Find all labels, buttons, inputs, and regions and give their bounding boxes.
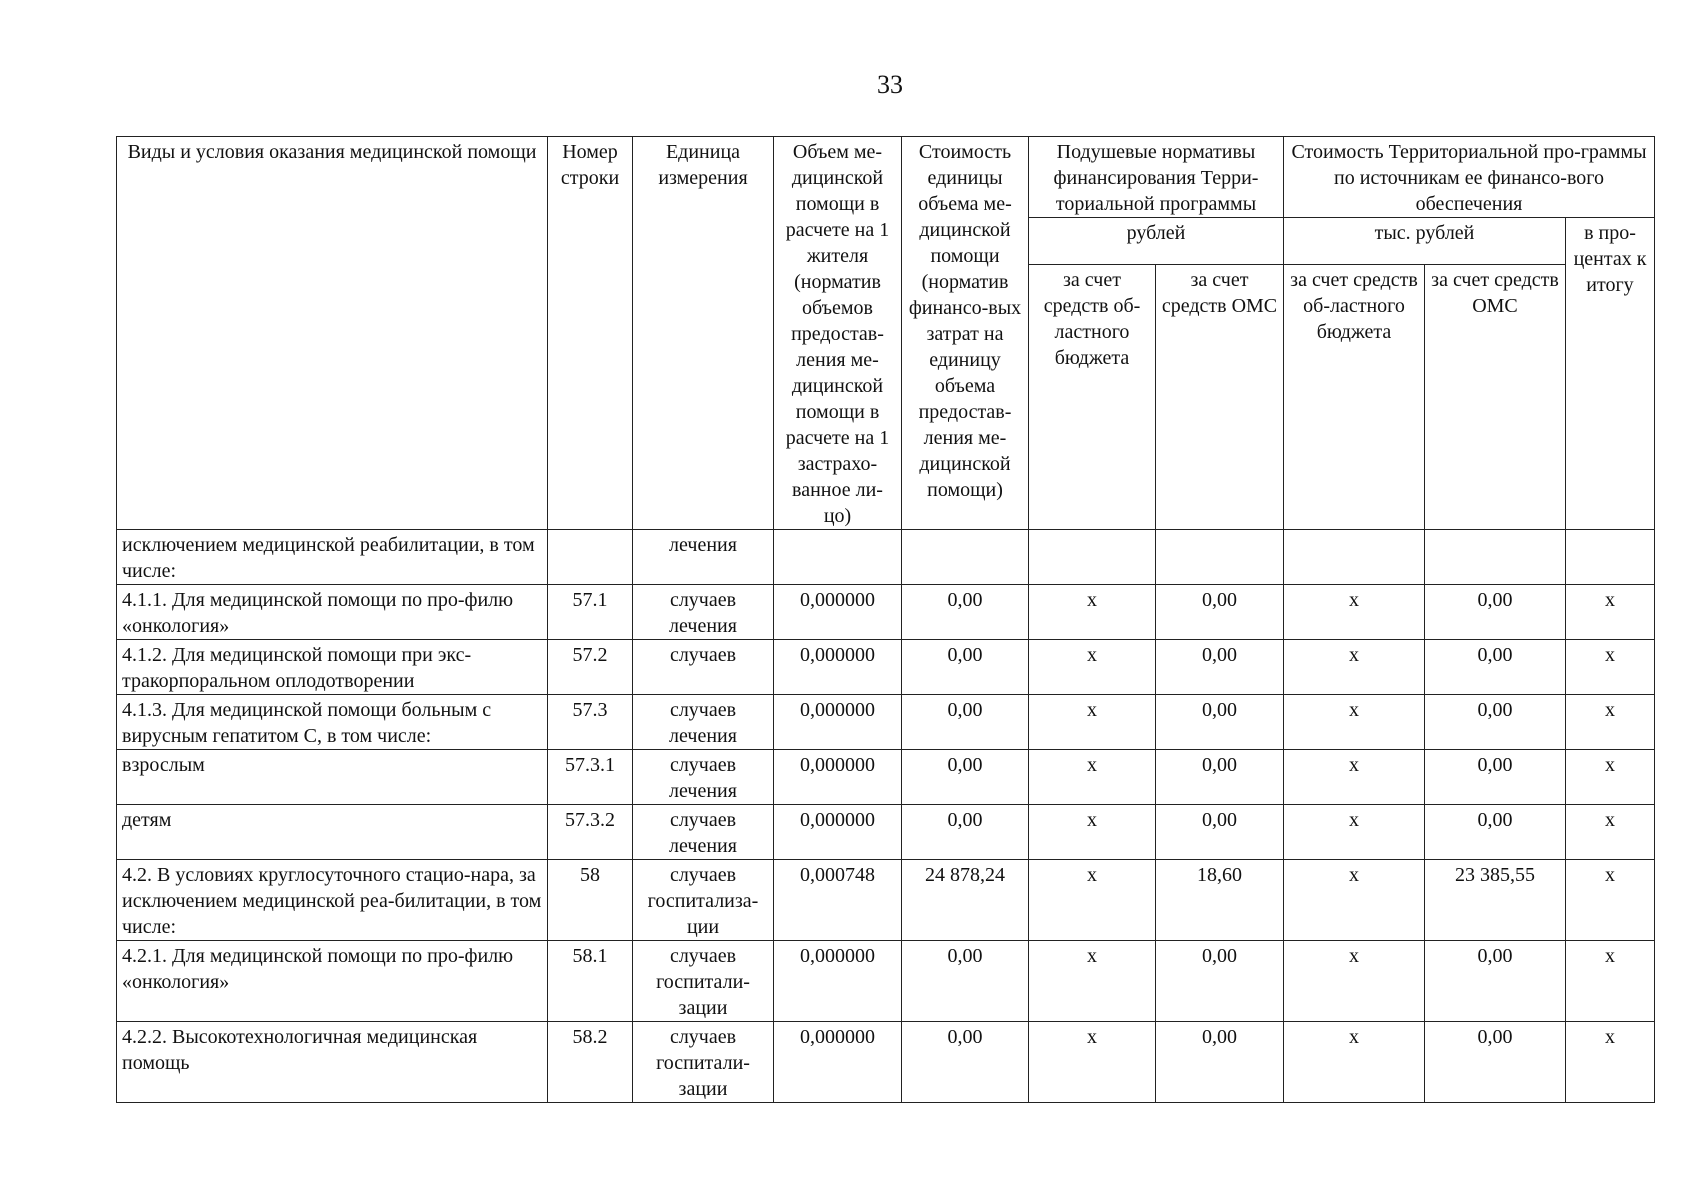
row-number: 58.2 [548,1022,633,1103]
table-row [117,585,1655,640]
table-row [117,805,1655,860]
table-header [117,137,1655,530]
row-pc-oms: 0,00 [1156,640,1284,695]
header-per-capita-group: Подушевые нормативы финансирования Терри-ториальной программы [1029,137,1284,218]
row-tc-oms: 0,00 [1425,585,1566,640]
row-cost: 0,00 [902,585,1029,640]
row-pc-oms: 0,00 [1156,1022,1284,1103]
row-percent [1566,530,1655,585]
row-tc-regional-budget: х [1284,860,1425,941]
page-number: 33 [877,70,903,99]
row-pc-regional-budget: х [1029,941,1156,1022]
row-cost: 0,00 [902,1022,1029,1103]
row-volume: 0,000000 [774,585,902,640]
table-row [117,750,1655,805]
row-tc-regional-budget: х [1284,640,1425,695]
row-volume: 0,000000 [774,941,902,1022]
row-cost: 0,00 [902,695,1029,750]
table-row [117,941,1655,1022]
row-pc-oms: 0,00 [1156,750,1284,805]
row-tc-regional-budget: х [1284,695,1425,750]
row-tc-oms: 0,00 [1425,750,1566,805]
row-pc-oms: 0,00 [1156,941,1284,1022]
row-tc-regional-budget: х [1284,941,1425,1022]
header-cost: Стоимость единицы объема ме-дицинской помощи (норматив финансо-вых затрат на единицу объема предостав-ления ме-дицинской помощи) [902,137,1029,530]
row-kind: 4.2.2. Высокотехнологичная медицинская помощь [117,1022,548,1103]
table-row [117,640,1655,695]
row-kind: 4.2. В условиях круглосуточного стацио-нара, за исключением медицинской реа-билитации, в том числе: [117,860,548,941]
row-percent: х [1566,750,1655,805]
row-percent: х [1566,640,1655,695]
header-tc-oms: за счет средств ОМС [1425,265,1566,530]
row-pc-oms [1156,530,1284,585]
row-tc-oms: 23 385,55 [1425,860,1566,941]
header-row-number: Номер строки [548,137,633,530]
row-number [548,530,633,585]
row-number: 57.3.2 [548,805,633,860]
row-percent: х [1566,695,1655,750]
row-pc-regional-budget: х [1029,695,1156,750]
header-unit-rubles: рублей [1029,218,1284,265]
row-unit: случаев госпитали-зации [633,1022,774,1103]
row-pc-oms: 18,60 [1156,860,1284,941]
row-kind: детям [117,805,548,860]
header-pc-oms: за счет средств ОМС [1156,265,1284,530]
row-volume: 0,000000 [774,805,902,860]
row-tc-oms: 0,00 [1425,695,1566,750]
row-pc-oms: 0,00 [1156,585,1284,640]
row-unit: случаев [633,640,774,695]
row-volume: 0,000000 [774,750,902,805]
row-pc-regional-budget: х [1029,1022,1156,1103]
row-percent: х [1566,805,1655,860]
row-tc-oms: 0,00 [1425,1022,1566,1103]
row-percent: х [1566,1022,1655,1103]
row-number: 57.3.1 [548,750,633,805]
row-pc-regional-budget: х [1029,805,1156,860]
table-row [117,695,1655,750]
table-row [117,1022,1655,1103]
row-number: 58.1 [548,941,633,1022]
table-row [117,860,1655,941]
row-cost: 0,00 [902,941,1029,1022]
row-tc-regional-budget: х [1284,1022,1425,1103]
row-pc-oms: 0,00 [1156,805,1284,860]
row-number: 57.3 [548,695,633,750]
row-unit: случаев госпитализа-ции [633,860,774,941]
header-pc-regional-budget: за счет средств об-ластного бюджета [1029,265,1156,530]
row-tc-regional-budget: х [1284,585,1425,640]
row-cost: 0,00 [902,640,1029,695]
row-volume [774,530,902,585]
row-unit: случаев лечения [633,750,774,805]
header-program-cost-group: Стоимость Территориальной про-граммы по источникам ее финансо-вого обеспечения [1284,137,1655,218]
row-tc-regional-budget: х [1284,805,1425,860]
row-volume: 0,000000 [774,640,902,695]
row-tc-oms: 0,00 [1425,640,1566,695]
table-body [117,530,1655,1103]
header-percent: в про-центах к итогу [1566,218,1655,530]
row-tc-regional-budget [1284,530,1425,585]
row-percent: х [1566,585,1655,640]
table-row [117,530,1655,585]
row-percent: х [1566,941,1655,1022]
header-volume: Объем ме-дицинской помощи в расчете на 1 жителя (норматив объемов предостав-ления ме-дицинской помощи в расчете на 1 застрахо-ванное ли-цо) [774,137,902,530]
row-kind: исключением медицинской реабилитации, в том числе: [117,530,548,585]
row-unit: случаев госпитали-зации [633,941,774,1022]
financing-table [116,136,1655,1103]
row-tc-oms: 0,00 [1425,805,1566,860]
row-kind: 4.1.3. Для медицинской помощи больным с вирусным гепатитом С, в том числе: [117,695,548,750]
row-volume: 0,000748 [774,860,902,941]
row-kind: 4.2.1. Для медицинской помощи по про-филю «онкология» [117,941,548,1022]
row-unit: случаев лечения [633,805,774,860]
row-number: 57.1 [548,585,633,640]
row-kind: 4.1.1. Для медицинской помощи по про-филю «онкология» [117,585,548,640]
row-pc-regional-budget: х [1029,860,1156,941]
row-number: 57.2 [548,640,633,695]
header-tc-regional-budget: за счет средств об-ластного бюджета [1284,265,1425,530]
row-tc-oms [1425,530,1566,585]
row-cost: 0,00 [902,805,1029,860]
row-unit: случаев лечения [633,585,774,640]
row-number: 58 [548,860,633,941]
header-unit: Единица измерения [633,137,774,530]
row-percent: х [1566,860,1655,941]
row-pc-oms: 0,00 [1156,695,1284,750]
row-pc-regional-budget: х [1029,585,1156,640]
row-pc-regional-budget [1029,530,1156,585]
row-unit: лечения [633,530,774,585]
header-unit-thousand-rubles: тыс. рублей [1284,218,1566,265]
row-tc-oms: 0,00 [1425,941,1566,1022]
header-kind: Виды и условия оказания медицинской помощи [117,137,548,530]
row-pc-regional-budget: х [1029,750,1156,805]
row-unit: случаев лечения [633,695,774,750]
row-cost [902,530,1029,585]
row-cost: 0,00 [902,750,1029,805]
row-volume: 0,000000 [774,695,902,750]
row-cost: 24 878,24 [902,860,1029,941]
row-volume: 0,000000 [774,1022,902,1103]
row-kind: взрослым [117,750,548,805]
row-pc-regional-budget: х [1029,640,1156,695]
row-tc-regional-budget: х [1284,750,1425,805]
row-kind: 4.1.2. Для медицинской помощи при экс-тракорпоральном оплодотворении [117,640,548,695]
